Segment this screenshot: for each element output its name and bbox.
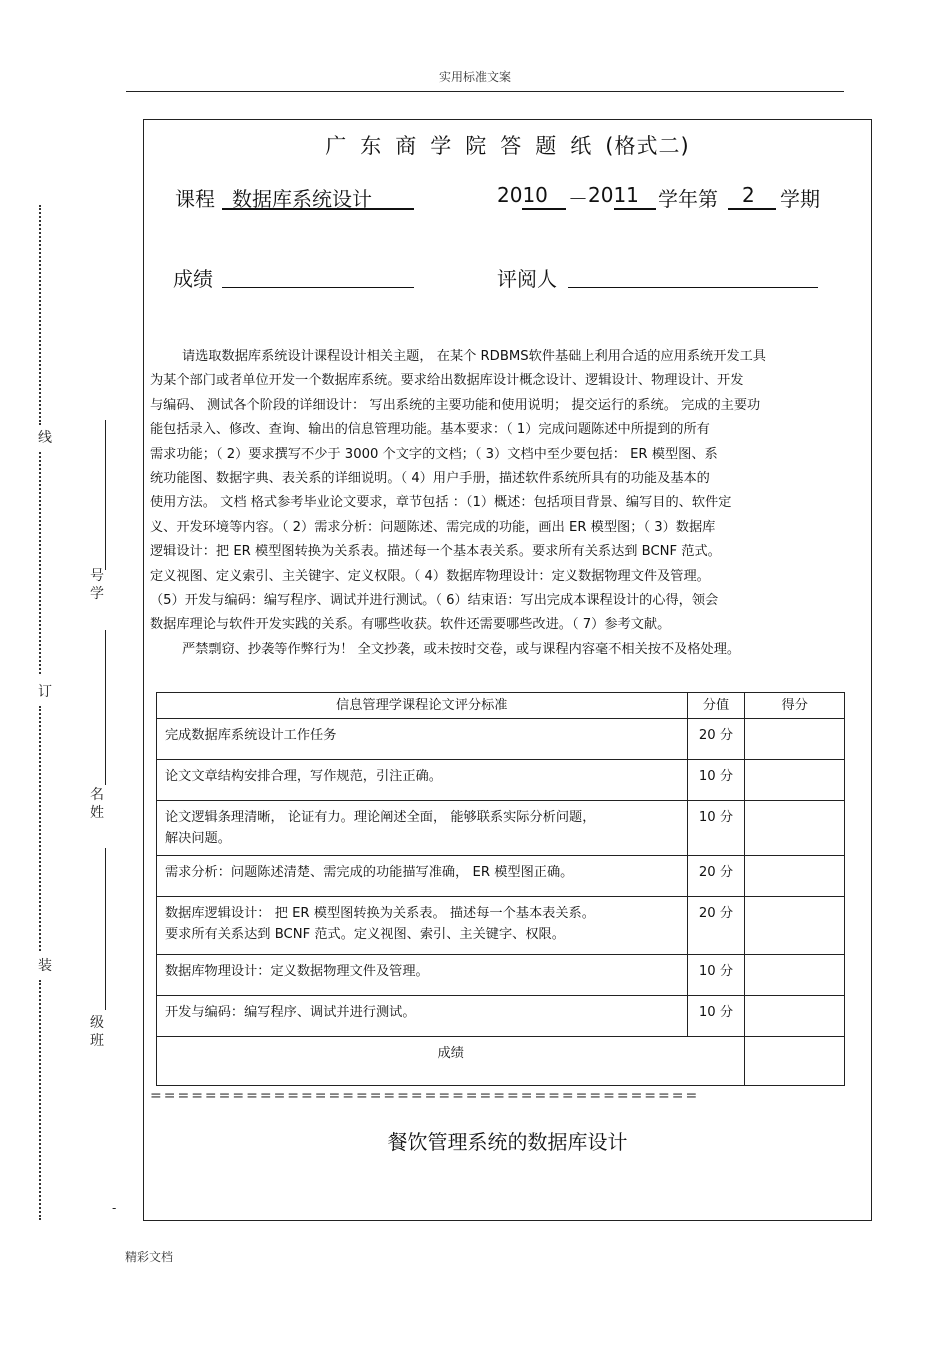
side-dash: - bbox=[112, 1201, 117, 1215]
total-score-cell[interactable] bbox=[745, 1037, 845, 1086]
instruction-line: 能包括录入、修改、查询、输出的信息管理功能。基本要求：（ 1）完成问题陈述中所提到的所有 bbox=[150, 422, 710, 438]
table-total-row bbox=[157, 1037, 845, 1086]
score-cell[interactable] bbox=[745, 719, 845, 760]
points-cell: 20 分 bbox=[687, 719, 745, 760]
reviewer-label: 评阅人 bbox=[497, 267, 557, 291]
instruction-line: 需求功能；（ 2）要求撰写不少于 3000 个文字的文档；（ 3）文档中至少要包括： ER 模型图、系 bbox=[150, 446, 718, 462]
score-cell[interactable] bbox=[745, 856, 845, 897]
criterion-cell: 开发与编码：编写程序、调试并进行测试。 bbox=[157, 996, 688, 1037]
label-xuehao-2: 学 bbox=[90, 586, 104, 602]
points-cell: 10 分 bbox=[687, 801, 745, 856]
criterion-line: 要求所有关系达到 BCNF 范式。定义视图、索引、主关键字、权限。 bbox=[165, 927, 565, 942]
form-title bbox=[143, 130, 872, 160]
table-row bbox=[157, 955, 845, 996]
binding-char-zhuang: 装 bbox=[38, 958, 52, 974]
binding-char-ding: 订 bbox=[38, 684, 52, 700]
term-label: 学期 bbox=[780, 187, 820, 211]
course-underline bbox=[222, 208, 414, 210]
label-xingming-1: 名 bbox=[90, 787, 104, 803]
table-row bbox=[157, 897, 845, 955]
instruction-line: 请选取数据库系统设计课程设计相关主题， 在某个 RDBMS软件基础上利用合适的应用系统开发工具 bbox=[182, 349, 766, 364]
instruction-line: 定义视图、定义索引、主关键字、定义权限。（ 4）数据库物理设计：定义数据物理文件及管理。 bbox=[150, 568, 710, 584]
criterion-cell bbox=[157, 897, 688, 955]
year-start: 2010 bbox=[497, 183, 548, 207]
label-xingming-2: 姓 bbox=[90, 805, 104, 821]
points-cell: 10 分 bbox=[687, 760, 745, 801]
criterion-line: 数据库逻辑设计： 把 ER 模型图转换为关系表。 描述每一个基本表关系。 bbox=[165, 906, 595, 921]
year-dash: － bbox=[568, 187, 588, 211]
warning-line: 严禁剽窃、抄袭等作弊行为！ 全文抄袭，或未按时交卷，或与课程内容毫不相关按不及格处理。 bbox=[182, 641, 741, 657]
instructions bbox=[150, 345, 865, 662]
points-cell: 10 分 bbox=[687, 996, 745, 1037]
binding-dotted-line bbox=[39, 205, 41, 425]
table-row bbox=[157, 719, 845, 760]
instruction-line: 逻辑设计：把 ER 模型图转换为关系表。描述每一个基本表关系。要求所有关系达到 BCNF 范式。 bbox=[150, 544, 721, 560]
student-name-line bbox=[105, 630, 106, 785]
header-score: 得分 bbox=[745, 693, 845, 719]
criterion-cell: 数据库物理设计：定义数据物理文件及管理。 bbox=[157, 955, 688, 996]
score-cell[interactable] bbox=[745, 801, 845, 856]
criterion-cell: 需求分析：问题陈述清楚、需完成的功能描写准确， ER 模型图正确。 bbox=[157, 856, 688, 897]
binding-dotted-line bbox=[39, 980, 41, 1220]
page-header: 实用标准文案 bbox=[438, 70, 511, 84]
score-cell[interactable] bbox=[745, 955, 845, 996]
label-banji-1: 级 bbox=[90, 1015, 104, 1031]
instruction-line: 数据库理论与软件开发实践的关系。有哪些收获。软件还需要哪些改进。（ 7）参考文献。 bbox=[150, 617, 671, 633]
points-cell: 10 分 bbox=[687, 955, 745, 996]
grade-field[interactable] bbox=[222, 287, 414, 288]
instruction-line: 统功能图、数据字典、表关系的详细说明。（ 4）用户手册，描述软件系统所具有的功能及基本的 bbox=[150, 471, 710, 487]
term-underline bbox=[728, 208, 776, 210]
criterion-cell: 论文文章结构安排合理，写作规范，引注正确。 bbox=[157, 760, 688, 801]
instruction-line: 义、开发环境等内容。（ 2）需求分析：问题陈述、需完成的功能，画出 ER 模型图；（ 3）数据库 bbox=[150, 519, 716, 535]
project-title: 餐饮管理系统的数据库设计 bbox=[387, 1130, 628, 1154]
points-cell: 20 分 bbox=[687, 856, 745, 897]
binding-dotted-line bbox=[39, 706, 41, 951]
total-label-cell: 成绩 bbox=[157, 1037, 745, 1086]
page-footer: 精彩文档 bbox=[125, 1250, 174, 1264]
separator-line: ======================================== bbox=[150, 1088, 700, 1104]
table-row bbox=[157, 856, 845, 897]
year-label: 学年第 bbox=[658, 187, 718, 211]
criterion-line: 论文逻辑条理清晰， 论证有力。理论阐述全面， 能够联系实际分析问题， bbox=[165, 810, 596, 825]
instruction-line: 与编码、 测试各个阶段的详细设计： 写出系统的主要功能和使用说明； 提交运行的系统。 完成的主要功 bbox=[150, 397, 761, 413]
instruction-line: 使用方法。 文档 格式参考毕业论文要求，章节包括 ：（1）概述：包括项目背景、编写目的、软件定 bbox=[150, 495, 732, 511]
table-row bbox=[157, 760, 845, 801]
binding-char-xian: 线 bbox=[38, 430, 52, 446]
table-row bbox=[157, 996, 845, 1037]
year-end-underline bbox=[614, 208, 656, 210]
binding-dotted-line bbox=[39, 452, 41, 674]
course-label: 课程 bbox=[175, 187, 215, 211]
year-start-underline bbox=[522, 208, 566, 210]
scoring-table bbox=[156, 692, 845, 1086]
table-header-row bbox=[157, 693, 845, 719]
instruction-line: 为某个部门或者单位开发一个数据库系统。要求给出数据库设计概念设计、逻辑设计、物理设计、开发 bbox=[150, 373, 744, 389]
header-rule bbox=[126, 91, 844, 92]
student-id-line bbox=[105, 420, 106, 570]
grade-label: 成绩 bbox=[173, 267, 213, 291]
class-line bbox=[105, 848, 106, 1010]
score-cell[interactable] bbox=[745, 760, 845, 801]
year-end: 2011 bbox=[588, 183, 639, 207]
score-cell[interactable] bbox=[745, 996, 845, 1037]
course-value: 数据库系统设计 bbox=[232, 187, 372, 211]
instruction-line: （5）开发与编码：编写程序、调试并进行测试。（ 6）结束语：写出完成本课程设计的心得，领会 bbox=[150, 593, 719, 609]
criterion-line: 解决问题。 bbox=[165, 831, 231, 846]
table-row bbox=[157, 801, 845, 856]
criterion-cell bbox=[157, 801, 688, 856]
criterion-cell: 完成数据库系统设计工作任务 bbox=[157, 719, 688, 760]
label-xuehao-1: 号 bbox=[90, 568, 104, 584]
header-points: 分值 bbox=[687, 693, 745, 719]
score-cell[interactable] bbox=[745, 897, 845, 955]
points-cell: 20 分 bbox=[687, 897, 745, 955]
term-value: 2 bbox=[742, 183, 755, 207]
title-format: (格式二) bbox=[605, 134, 690, 158]
label-banji-2: 班 bbox=[90, 1033, 104, 1049]
header-criterion: 信息管理学课程论文评分标准 bbox=[157, 693, 688, 719]
title-school: 广东商学院答题纸 bbox=[325, 134, 606, 158]
reviewer-field[interactable] bbox=[568, 287, 818, 288]
